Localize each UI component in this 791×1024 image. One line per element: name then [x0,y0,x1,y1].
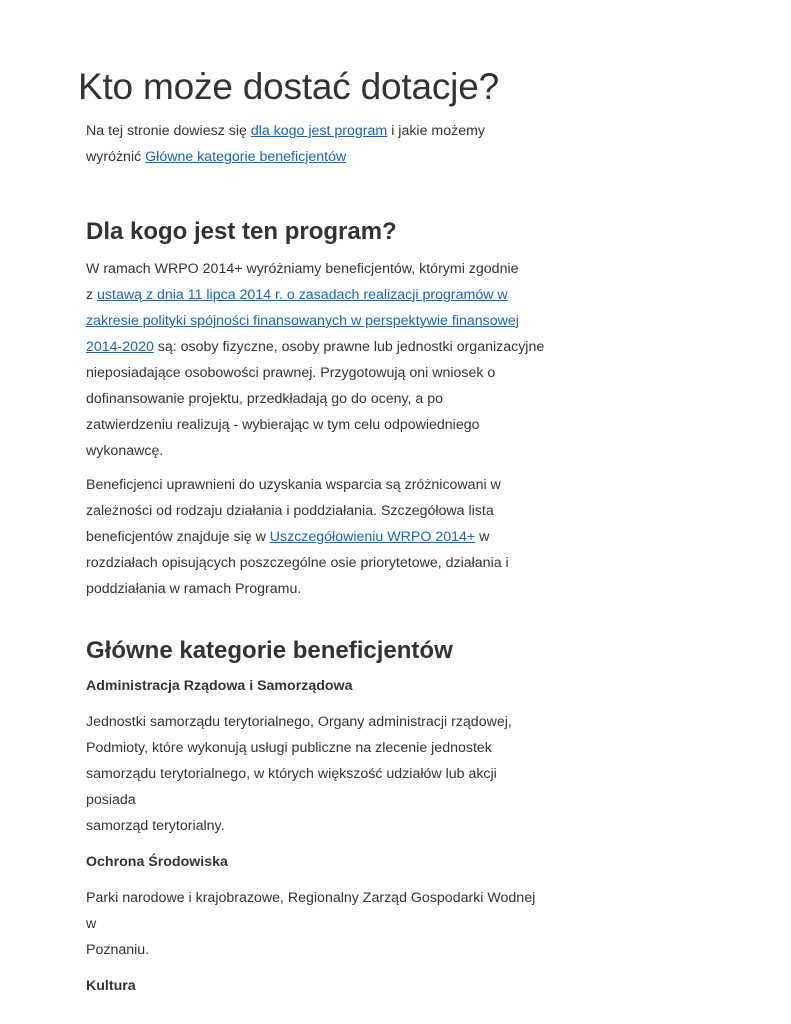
paragraph-text: poddziałania w ramach Programu. [86,581,302,597]
program-paragraph-2 [86,472,548,602]
paragraph-text: nieposiadające osobowości prawnej. Przygotowują oni wniosek o [86,365,496,381]
paragraph-text: Parki narodowe i krajobrazowe, Regionalny Zarząd Gospodarki Wodnej w [86,890,536,932]
category-description-ochrona-srodowiska [86,885,548,963]
main-content [86,118,548,999]
intro-paragraph [86,118,548,170]
intro-text: Na tej stronie dowiesz się [86,123,251,139]
paragraph-text: beneficjentów znajduje się w [86,529,270,545]
paragraph-text: wykonawcę. [86,443,164,459]
paragraph-text: w [475,529,490,545]
paragraph-text: rozdziałach opisujących poszczególne osie priorytetowe, działania i [86,555,509,571]
link-ustawa-line-3[interactable]: 2014-2020 [86,339,154,355]
paragraph-text: z [86,287,98,303]
paragraph-text: są: osoby fizyczne, osoby prawne lub jednostki organizacyjne [153,339,545,355]
link-ustawa-line-1[interactable]: ustawą z dnia 11 lipca 2014 r. o zasadach realizacji programów w [97,287,508,303]
paragraph-text: Poznaniu. [86,942,150,958]
category-title-kultura: Kultura [86,978,136,994]
category-title-administracja: Administracja Rządowa i Samorządowa [86,678,353,694]
paragraph-text: Jednostki samorządu terytorialnego, Organy administracji rządowej, [86,714,512,730]
category-title-ochrona-srodowiska: Ochrona Środowiska [86,854,228,870]
link-dla-kogo-jest-program[interactable]: dla kogo jest program [250,123,388,139]
section-heading-categories: Główne kategorie beneficjentów [86,637,453,664]
program-paragraph-1 [86,256,548,464]
intro-text: wyróżnić [86,149,146,165]
paragraph-text: zatwierdzeniu realizują - wybierając w tym celu odpowiedniego [86,417,480,433]
paragraph-text: W ramach WRPO 2014+ wyróżniamy beneficjentów, którymi zgodnie [86,261,519,277]
section-heading-program: Dla kogo jest ten program? [86,218,397,245]
paragraph-text: Beneficjenci uprawnieni do uzyskania wsparcia są zróżnicowani w [86,477,501,493]
category-description-administracja [86,709,548,839]
paragraph-text: samorząd terytorialny. [86,818,225,834]
link-uszczegolowienie-wrpo[interactable]: Uszczegółowieniu WRPO 2014+ [269,529,476,545]
paragraph-text: zależności od rodzaju działania i poddziałania. Szczegółowa lista [86,503,494,519]
paragraph-text: dofinansowanie projektu, przedkładają go do oceny, a po [86,391,444,407]
paragraph-text: Podmioty, które wykonują usługi publiczne na zlecenie jednostek [86,740,492,756]
link-ustawa-line-2[interactable]: zakresie polityki spójności finansowanych w perspektywie finansowej [86,313,519,329]
paragraph-text: samorządu terytorialnego, w których większość udziałów lub akcji posiada [86,766,497,808]
link-glowne-kategorie[interactable]: Główne kategorie beneficjentów [145,149,347,165]
intro-text: i jakie możemy [387,123,486,139]
page-title: Kto może dostać dotacje? [78,66,499,107]
